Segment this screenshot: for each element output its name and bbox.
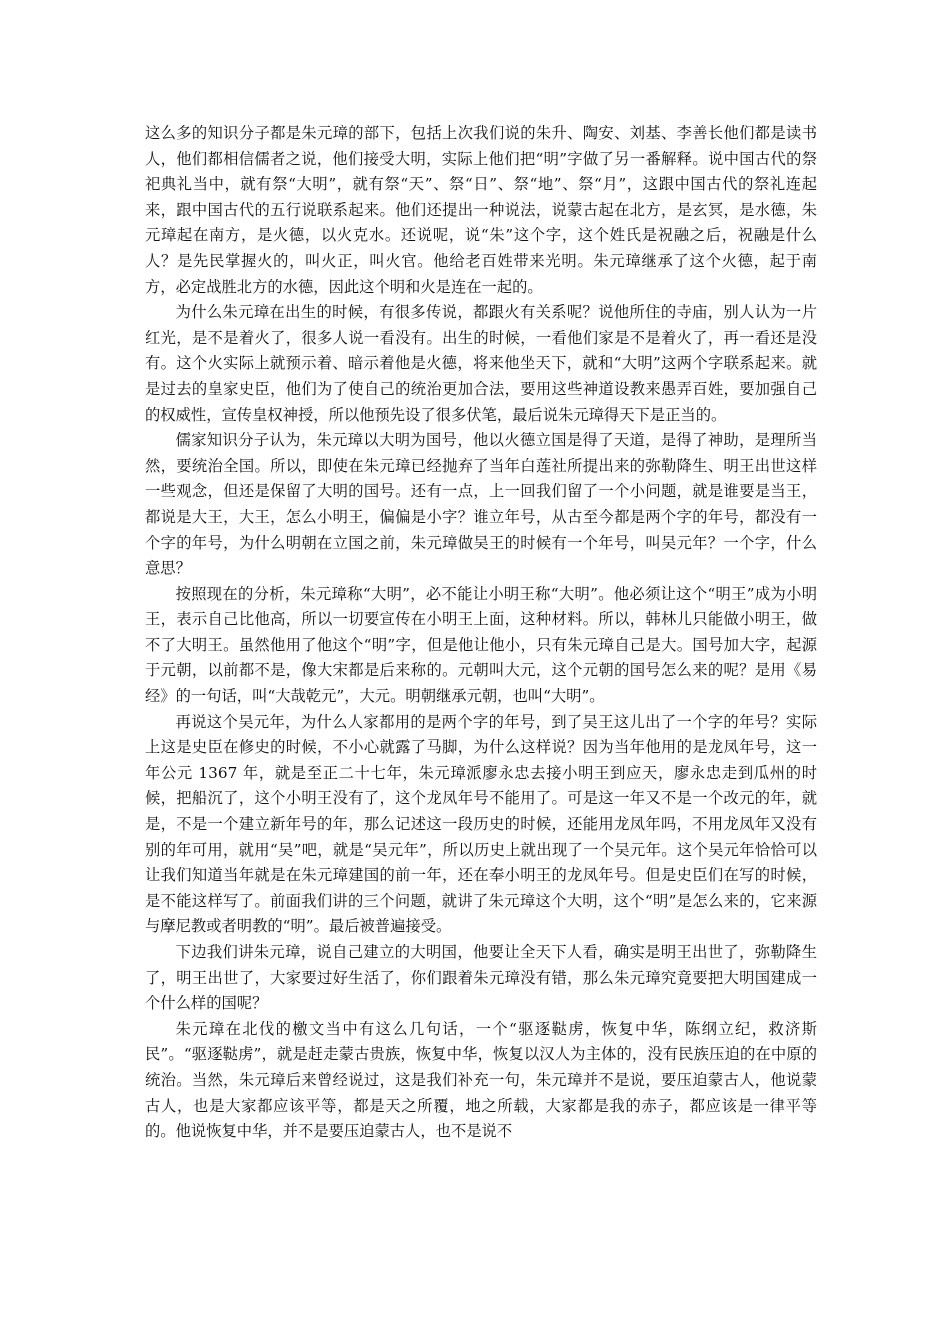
document-page [145, 121, 817, 1145]
paragraph-3: 儒家知识分子认为，朱元璋以大明为国号，他以火德立国是得了天道，是得了神助，是理所当然，要统治全国。所以，即使在朱元璋已经抛弃了当年白莲社所提出来的弥勒降生、明王出世这样一些观念，但还是保留了大明的国号。还有一点，上一回我们留了一个小问题，就是谁要是当王，都说是大王，大王，怎么小明王，偏偏是小字？谁立年号，从古至今都是两个字的年号，都没有一个字的年号，为什么明朝在立国之前，朱元璋做吴王的时候有一个年号，叫吴元年？一个字，什么意思？ [145, 431, 817, 578]
paragraph-6: 下边我们讲朱元璋，说自己建立的大明国，他要让全天下人看，确实是明王出世了，弥勒降生了，明王出世了，大家要过好生活了，你们跟着朱元璋没有错，那么朱元璋究竟要把大明国建成一个什么样的国呢？ [145, 943, 817, 1013]
paragraph-1: 这么多的知识分子都是朱元璋的部下，包括上次我们说的朱升、陶安、刘基、李善长他们都是读书人，他们都相信儒者之说，他们接受大明，实际上他们把“明”字做了另一番解释。说中国古代的祭祀典礼当中，就有祭“大明”，就有祭“天”、祭“日”、祭“地”、祭“月”，这跟中国古代的祭礼连起来，跟中国古代的五行说联系起来。他们还提出一种说法，说蒙古起在北方，是玄冥，是水德，朱元璋起在南方，是火德，以火克水。还说呢，说“朱”这个字，这个姓氏是祝融之后，祝融是什么人？是先民掌握火的，叫火正，叫火官。他给老百姓带来光明。朱元璋继承了这个火德，起于南方，必定战胜北方的水德，因此这个明和火是连在一起的。 [145, 124, 817, 296]
paragraph-7: 朱元璋在北伐的檄文当中有这么几句话，一个“驱逐鞑虏，恢复中华，陈纲立纪，救济斯民”。“驱逐鞑虏”，就是赶走蒙古贵族，恢复中华，恢复以汉人为主体的，没有民族压迫的在中原的统治。当然，朱元璋后来曾经说过，这是我们补充一句，朱元璋并不是说，要压迫蒙古人，他说蒙古人，也是大家都应该平等，都是天之所覆，地之所载，大家都是我的赤子，都应该是一律平等的。他说恢复中华，并不是要压迫蒙古人，也不是说不 [145, 1019, 817, 1141]
paragraph-5: 再说这个吴元年，为什么人家都用的是两个字的年号，到了吴王这儿出了一个字的年号？实际上这是史臣在修史的时候，不小心就露了马脚，为什么这样说？因为当年他用的是龙凤年号，这一年公元 1367 年，就是至正二十七年，朱元璋派廖永忠去接小明王到应天，廖永忠走到瓜州的时候，把船沉了，这个小明王没有了，这个龙凤年号不能用了。可是这一年又不是一个改元的年，就是，不是一个建立新年号的年，那么记述这一段历史的时候，还能用龙凤年吗，不用龙凤年又没有别的年可用，就用“吴”吧，就是“吴元年”，所以历史上就出现了一个吴元年。这个吴元年恰恰可以让我们知道当年就是在朱元璋建国的前一年，还在奉小明王的龙凤年号。但是史臣们在写的时候，是不能这样写了。前面我们讲的三个问题，就讲了朱元璋这个大明，这个“明”是怎么来的，它来源与摩尼教或者明教的“明”。最后被普遍接受。 [145, 712, 817, 936]
paragraph-4: 按照现在的分析，朱元璋称“大明”，必不能让小明王称“大明”。他必须让这个“明王”成为小明王，表示自己比他高，所以一切要宣传在小明王上面，这种材料。所以，韩林儿只能做小明王，做不了大明王。虽然他用了他这个“明”字，但是他让他小，只有朱元璋自己是大。国号加大字，起源于元朝，以前都不是，像大宋都是后来称的。元朝叫大元，这个元朝的国号怎么来的呢？是用《易经》的一句话，叫“大哉乾元”，大元。明朝继承元朝，也叫“大明”。 [145, 584, 817, 706]
paragraph-2: 为什么朱元璋在出生的时候，有很多传说，都跟火有关系呢？说他所住的寺庙，别人认为一片红光，是不是着火了，很多人说一看没有。出生的时候，一看他们家是不是着火了，再一看还是没有。这个火实际上就预示着、暗示着他是火德，将来他坐天下，就和“大明”这两个字联系起来。就是过去的皇家史臣，他们为了使自己的统治更加合法，要用这些神道设教来愚弄百姓，要加强自己的权威性，宣传皇权神授，所以他预先设了很多伏笔，最后说朱元璋得天下是正当的。 [145, 303, 817, 424]
